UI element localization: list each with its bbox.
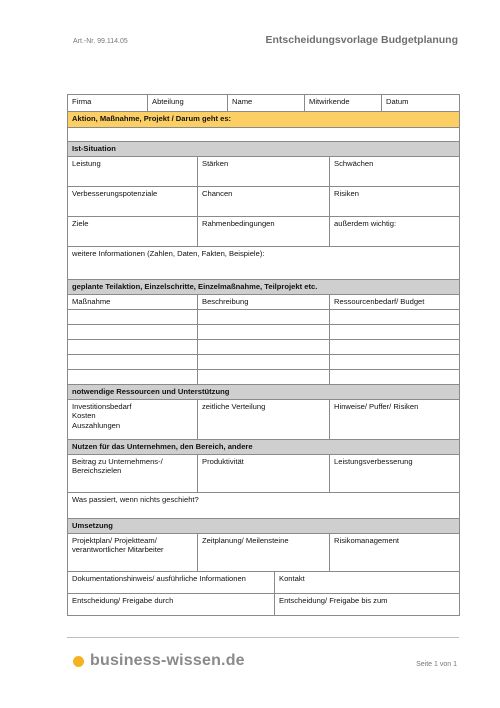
section-header-ist-situation: Ist-Situation [68, 142, 460, 157]
field-rahmenbedingungen[interactable]: Rahmenbedingungen [198, 216, 330, 246]
budget-decision-form [67, 94, 460, 616]
logo-dot-icon [73, 656, 84, 667]
dokumentation-row [68, 571, 460, 593]
field-verbesserungspotenziale[interactable]: Verbesserungspotenziale [68, 186, 198, 216]
field-beitrag-zu-zielen[interactable] [68, 454, 198, 492]
field-projektplan[interactable] [68, 533, 198, 571]
page-number: Seite 1 von 1 [416, 661, 457, 668]
field-risikomanagement[interactable]: Risikomanagement [330, 533, 460, 571]
umsetzung-row [68, 533, 460, 571]
massnahme-cell[interactable] [68, 369, 198, 384]
field-kontakt[interactable]: Kontakt [275, 571, 460, 593]
auszahlungen-label: Auszahlungen [72, 421, 121, 431]
beitrag-label-line-1: Beitrag zu Unternehmens-/ [72, 456, 163, 466]
beschreibung-cell[interactable] [198, 369, 330, 384]
field-dokumentationshinweis[interactable]: Dokumentationshinweis/ ausführliche Informationen [68, 571, 275, 593]
section-header-nutzen: Nutzen für das Unternehmen, den Bereich, andere [68, 439, 460, 454]
column-ressourcenbedarf: Ressourcenbedarf/ Budget [330, 294, 460, 309]
field-entscheidung-bis[interactable]: Entscheidung/ Freigabe bis zum [275, 593, 460, 615]
geplante-columns-row [68, 294, 460, 309]
field-weitere-informationen[interactable]: weitere Informationen (Zahlen, Daten, Fakten, Beispiele): [68, 246, 460, 279]
ist-row [68, 156, 460, 186]
section-header-umsetzung: Umsetzung [68, 518, 460, 533]
field-mitwirkende[interactable]: Mitwirkende [305, 95, 382, 112]
section-header-ressourcen: notwendige Ressourcen und Unterstützung [68, 384, 460, 399]
budget-cell[interactable] [330, 324, 460, 339]
column-massnahme: Maßnahme [68, 294, 198, 309]
entscheidung-row [68, 593, 460, 615]
massnahme-row [68, 339, 460, 354]
section-header-aktion: Aktion, Maßnahme, Projekt / Darum geht es: [68, 112, 460, 128]
field-name[interactable]: Name [228, 95, 305, 112]
budget-cell[interactable] [330, 354, 460, 369]
beschreibung-cell[interactable] [198, 354, 330, 369]
massnahme-cell[interactable] [68, 309, 198, 324]
massnahme-row [68, 309, 460, 324]
massnahme-row [68, 369, 460, 384]
field-leistungsverbesserung[interactable]: Leistungsverbesserung [330, 454, 460, 492]
budget-cell[interactable] [330, 309, 460, 324]
projektplan-label-line-2: verantwortlicher Mitarbeiter [72, 545, 164, 555]
field-zeitliche-verteilung[interactable]: zeitliche Verteilung [198, 399, 330, 439]
field-leistung[interactable]: Leistung [68, 156, 198, 186]
field-abteilung[interactable]: Abteilung [148, 95, 228, 112]
field-ausserdem-wichtig[interactable]: außerdem wichtig: [330, 216, 460, 246]
field-schwaechen[interactable]: Schwächen [330, 156, 460, 186]
massnahme-cell[interactable] [68, 354, 198, 369]
massnahme-row [68, 354, 460, 369]
field-staerken[interactable]: Stärken [198, 156, 330, 186]
beitrag-label-line-2: Bereichszielen [72, 466, 122, 476]
beschreibung-cell[interactable] [198, 324, 330, 339]
field-firma[interactable]: Firma [68, 95, 148, 112]
field-datum[interactable]: Datum [382, 95, 460, 112]
section-header-geplante-teilaktion: geplante Teilaktion, Einzelschritte, Einzelmaßnahme, Teilprojekt etc. [68, 279, 460, 294]
field-investitionsbedarf[interactable] [68, 399, 198, 439]
field-hinweise-puffer-risiken[interactable]: Hinweise/ Puffer/ Risiken [330, 399, 460, 439]
investitionsbedarf-label: Investitionsbedarf [72, 401, 132, 411]
massnahme-cell[interactable] [68, 324, 198, 339]
field-was-passiert[interactable]: Was passiert, wenn nichts geschieht? [68, 492, 460, 518]
field-risiken[interactable]: Risiken [330, 186, 460, 216]
massnahme-row [68, 324, 460, 339]
nutzen-row [68, 454, 460, 492]
ist-row [68, 216, 460, 246]
field-chancen[interactable]: Chancen [198, 186, 330, 216]
field-produktivitaet[interactable]: Produktivität [198, 454, 330, 492]
footer-divider [67, 637, 459, 638]
beschreibung-cell[interactable] [198, 339, 330, 354]
field-entscheidung-durch[interactable]: Entscheidung/ Freigabe durch [68, 593, 275, 615]
article-number: Art.-Nr. 99.114.05 [73, 38, 128, 45]
top-info-row [68, 95, 460, 112]
logo: business-wissen.de [90, 652, 245, 669]
budget-cell[interactable] [330, 369, 460, 384]
massnahme-cell[interactable] [68, 339, 198, 354]
document-title: Entscheidungsvorlage Budgetplanung [265, 34, 458, 46]
field-aktion-content[interactable] [68, 128, 460, 142]
projektplan-label-line-1: Projektplan/ Projektteam/ [72, 535, 157, 545]
kosten-label: Kosten [72, 411, 96, 421]
budget-cell[interactable] [330, 339, 460, 354]
ist-row [68, 186, 460, 216]
ressourcen-row [68, 399, 460, 439]
beschreibung-cell[interactable] [198, 309, 330, 324]
column-beschreibung: Beschreibung [198, 294, 330, 309]
field-zeitplanung[interactable]: Zeitplanung/ Meilensteine [198, 533, 330, 571]
field-ziele[interactable]: Ziele [68, 216, 198, 246]
